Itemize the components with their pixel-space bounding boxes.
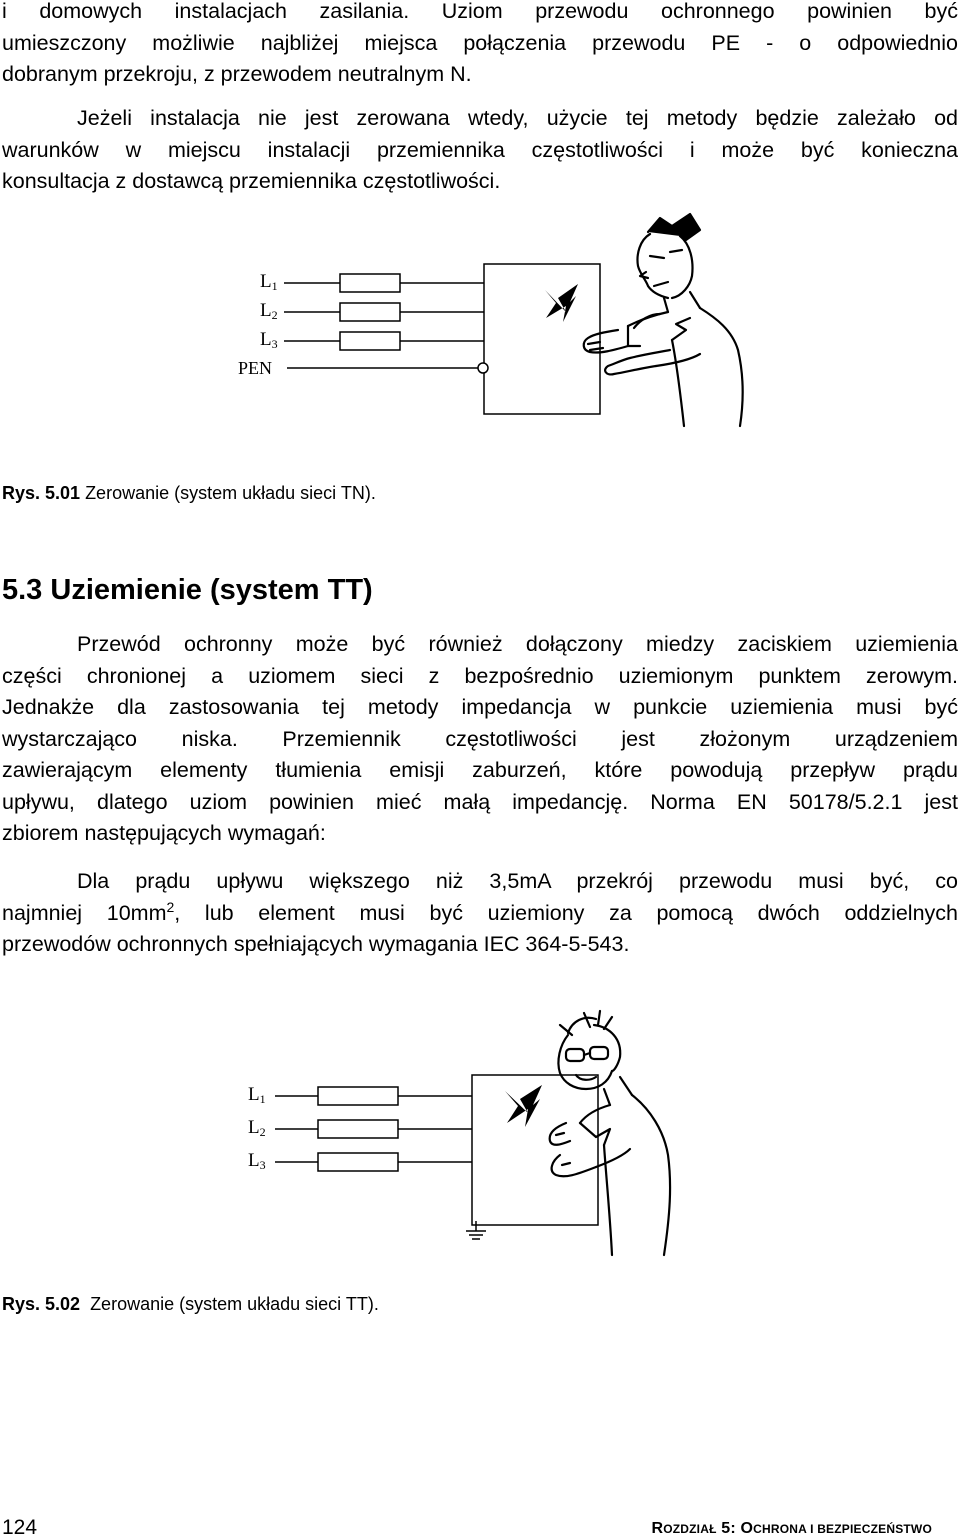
- page-number: 124: [2, 1516, 38, 1539]
- label-l1: L1: [248, 1084, 266, 1106]
- figure-tt-diagram: [0, 1005, 960, 1265]
- text-line: Dla prądu upływu większego niż 3,5mA przekrój przewodu musi być, co: [77, 869, 958, 893]
- cartoon-man-illustration: [550, 1011, 670, 1255]
- fuse-l1: [340, 274, 400, 292]
- cartoon-man-illustration: [584, 214, 743, 426]
- label-l3: L3: [248, 1150, 266, 1172]
- label-pen: PEN: [238, 358, 273, 378]
- fuse-l2: [340, 303, 400, 321]
- text-line: zawierającym elementy tłumienia emisji zaburzeń, które powodują przepływ prądu: [2, 758, 958, 782]
- lightning-icon: [505, 1085, 542, 1127]
- text-line: Przewód ochronny może być również dołączony miedzy zaciskiem uziemienia: [77, 632, 958, 656]
- lightning-icon: [545, 284, 578, 322]
- paragraph-uziemienie: [2, 629, 958, 850]
- text-line: i domowych instalacjach zasilania. Uziom przewodu ochronnego powinien być: [2, 0, 958, 23]
- text-line: przewodów ochronnych spełniających wymagania IEC 364-5-543.: [2, 932, 630, 956]
- text-line: Jednakże dla zastosowania tej metody impedancja w punkcie uziemienia musi być: [2, 695, 958, 719]
- text-line: dobranym przekroju, z przewodem neutralnym N.: [2, 62, 472, 86]
- text-line: warunków w miejscu instalacji przemiennika częstotliwości i może być konieczna: [2, 137, 958, 162]
- paragraph-norm-requirement: [2, 866, 958, 961]
- text-line: wystarczająco niska. Przemiennik częstotliwości jest złożonym urządzeniem: [2, 726, 958, 751]
- label-l1: L1: [260, 271, 278, 293]
- text-line: Jeżeli instalacja nie jest zerowana wtedy, użycie tej metody będzie zależało od: [77, 106, 958, 130]
- fuse-l3: [340, 332, 400, 350]
- text-line: zbiorem następujących wymagań:: [2, 821, 326, 845]
- label-l2: L2: [260, 300, 278, 322]
- fuse-l1: [318, 1087, 398, 1105]
- fuse-l3: [318, 1153, 398, 1171]
- figure-tn-diagram: [0, 200, 960, 440]
- text-line: części chronionej a uziomem sieci z bezpośrednio uziemionym punktem zerowym.: [2, 663, 958, 688]
- figure-2-caption: Rys. 5.02 Zerowanie (system układu sieci TT).: [2, 1294, 379, 1314]
- pen-terminal: [478, 363, 488, 373]
- text-line: najmniej $10mm^2$, lub element musi być uziemiony za pomocą dwóch oddzielnych: [2, 898, 959, 925]
- text-line: upływu, dlatego uziom powinien mieć małą impedancję. Norma EN 50178/5.2.1 jest: [2, 789, 958, 814]
- paragraph-continuation: [2, 0, 958, 91]
- paragraph-zerowanie-note: [2, 103, 958, 198]
- text-line: konsultacja z dostawcą przemiennika częstotliwości.: [2, 169, 501, 193]
- text-line: umieszczony możliwie najbliżej miejsca połączenia przewodu PE - o odpowiednio: [2, 30, 958, 55]
- label-l3: L3: [260, 329, 278, 351]
- fuse-l2: [318, 1120, 398, 1138]
- label-l2: L2: [248, 1117, 266, 1139]
- device-enclosure: [484, 264, 600, 414]
- figure-1-caption: Rys. 5.01 Zerowanie (system układu sieci TN).: [2, 483, 376, 503]
- chapter-title: ROZDZIAŁ 5: OCHRONA I BEZPIECZEŃSTWO: [651, 1520, 932, 1537]
- section-heading: 5.3 Uziemienie (system TT): [2, 574, 373, 606]
